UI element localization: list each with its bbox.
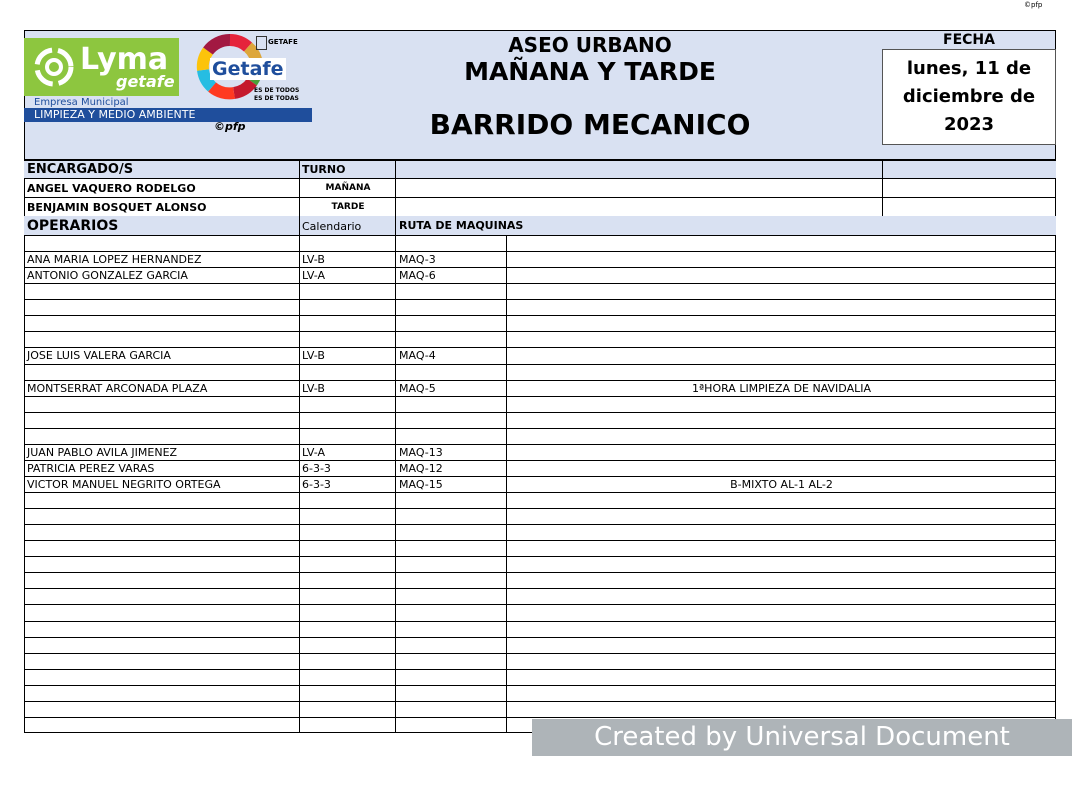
row-divider (24, 572, 1056, 573)
row-divider (24, 508, 1056, 509)
row-divider (24, 380, 1056, 381)
operario-cal: LV-B (302, 253, 325, 266)
operario-note: B-MIXTO AL-1 AL-2 (730, 478, 833, 491)
fecha-label: FECHA (943, 32, 995, 48)
operario-name: VICTOR MANUEL NEGRITO ORTEGA (27, 478, 221, 491)
row-divider (24, 701, 1056, 702)
title-aseo: ASEO URBANO (508, 33, 672, 57)
encargado-name: BENJAMIN BOSQUET ALONSO (27, 201, 207, 214)
corner-mark: ©pfp (1024, 1, 1043, 9)
lyma-word: Lyma (80, 42, 169, 77)
es-de-todos: ES DE TODOS (254, 87, 300, 94)
empresa-municipal: Empresa Municipal (34, 97, 129, 108)
encargado-name: ANGEL VAQUERO RODELGO (27, 182, 196, 195)
row-divider (24, 315, 1056, 316)
fecha-line1: lunes, 11 de (906, 58, 1032, 79)
encargados-header (24, 160, 1056, 178)
operario-maq: MAQ-12 (399, 462, 443, 475)
limpieza-bar: LIMPIEZA Y MEDIO AMBIENTE (24, 108, 312, 122)
title-turnos: MAÑANA Y TARDE (464, 57, 716, 86)
getafe-word: Getafe (212, 58, 284, 80)
operario-cal: 6-3-3 (302, 462, 331, 475)
operario-maq: MAQ-3 (399, 253, 436, 266)
operario-maq: MAQ-13 (399, 446, 443, 459)
operarios-header (24, 216, 1056, 235)
operario-name: JOSE LUIS VALERA GARCIA (27, 349, 171, 362)
lyma-sub: getafe (116, 72, 175, 91)
es-de-todas: ES DE TODAS (254, 95, 299, 102)
row-divider (24, 428, 1056, 429)
operario-note: 1ªHORA LIMPIEZA DE NAVIDALIA (691, 382, 871, 395)
encargados-col-header: ENCARGADO/S (27, 162, 134, 177)
row-divider (24, 492, 1056, 493)
operario-maq: MAQ-4 (399, 349, 436, 362)
row-divider (24, 347, 1056, 348)
row-divider (24, 267, 1056, 268)
row-divider (24, 669, 1056, 670)
operario-cal: LV-B (302, 349, 325, 362)
row-divider (24, 717, 1056, 718)
row-divider (24, 685, 1056, 686)
row-divider (24, 653, 1056, 654)
row-divider (24, 364, 1056, 365)
converter-watermark: Created by Universal Document Converter (532, 719, 1072, 756)
operario-cal: LV-A (302, 446, 326, 459)
operario-cal: LV-A (302, 269, 326, 282)
operario-cal: 6-3-3 (302, 478, 331, 491)
operario-name: ANA MARIA LOPEZ HERNANDEZ (27, 253, 202, 266)
row-divider (24, 556, 1056, 557)
fecha-line3: 2023 (943, 114, 995, 135)
row-divider (24, 396, 1056, 397)
row-divider (24, 283, 1056, 284)
logo-pfp: ©pfp (214, 120, 246, 133)
operario-cal: LV-B (302, 382, 325, 395)
title-barrido: BARRIDO MECANICO (429, 108, 751, 141)
table-frame (24, 160, 1056, 733)
lyma-swirl-icon (32, 46, 76, 88)
logo-block (24, 38, 312, 133)
lyma-logo (24, 38, 179, 96)
operarios-col-header: OPERARIOS (27, 218, 119, 234)
fecha-line2: diciembre de (902, 86, 1036, 107)
operario-maq: MAQ-15 (399, 478, 443, 491)
operario-name: ANTONIO GONZALEZ GARCIA (27, 269, 188, 282)
row-divider (24, 637, 1056, 638)
getafe-coat-icon (256, 36, 267, 50)
row-divider (24, 251, 1056, 252)
row-divider (24, 331, 1056, 332)
row-divider (24, 476, 1056, 477)
row-divider (24, 460, 1056, 461)
fecha-box (882, 49, 1056, 145)
operario-maq: MAQ-5 (399, 382, 436, 395)
calendario-col-header: Calendario (302, 220, 362, 233)
row-divider (24, 540, 1056, 541)
row-divider (24, 299, 1056, 300)
turno-col-header: TURNO (302, 163, 346, 176)
encargado-turno: MAÑANA (325, 183, 371, 193)
operario-maq: MAQ-6 (399, 269, 436, 282)
operario-name: JUAN PABLO AVILA JIMENEZ (27, 446, 178, 459)
row-divider (24, 524, 1056, 525)
row-divider (24, 621, 1056, 622)
operario-name: MONTSERRAT ARCONADA PLAZA (27, 382, 208, 395)
getafe-small: GETAFE (268, 38, 298, 46)
encargado-turno: TARDE (331, 202, 365, 212)
row-divider (24, 444, 1056, 445)
row-divider (24, 604, 1056, 605)
row-divider (24, 412, 1056, 413)
row-divider (24, 588, 1056, 589)
operario-name: PATRICIA PEREZ VARAS (27, 462, 155, 475)
ruta-col-header: RUTA DE MAQUINAS (399, 219, 524, 232)
